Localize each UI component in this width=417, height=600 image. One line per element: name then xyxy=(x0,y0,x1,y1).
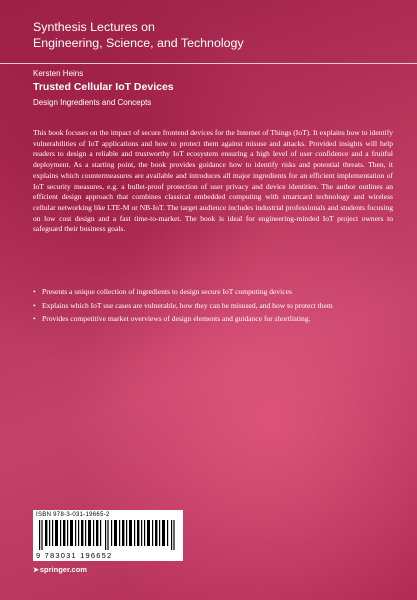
series-title xyxy=(33,19,333,51)
publisher-link[interactable] xyxy=(33,565,87,574)
feature-item: • Explains which IoT use cases are vulnerable, how they can be misused, and how to protect them xyxy=(33,301,393,312)
feature-item: • Provides competitive market overviews of design elements and guidance for shortlisting. xyxy=(33,314,393,325)
book-title: Trusted Cellular IoT Devices xyxy=(33,81,174,93)
isbn-barcode-box xyxy=(33,510,183,561)
arrow-icon: ➤ xyxy=(33,566,39,574)
publisher-url: springer.com xyxy=(39,565,87,574)
feature-item: • Presents a unique collection of ingredients to design secure IoT computing devices xyxy=(33,287,393,298)
series-title-line-2: Engineering, Science, and Technology xyxy=(33,36,244,50)
header-divider xyxy=(0,63,417,64)
book-subtitle: Design Ingredients and Concepts xyxy=(33,98,152,107)
series-title-line-1: Synthesis Lectures on xyxy=(33,20,155,34)
barcode-digits: 9 783031 196652 xyxy=(36,551,113,560)
book-description: This book focuses on the impact of secure frontend devices for the Internet of Things (IoT). It explains how to identify vulnerabilities of IoT applications and how to protect them against misuse and attacks. Provided insights will help readers to design a reliable and trustworthy IoT ecosystem ensuring a high level of user confidence and a fruitful deployment. As a starting point, the book provides guidance how to identify risks and potential threats. Then, it explains which countermeasures are available and introduces all major ingredients for an efficient implementation of IoT security measures, e.g. a bullet-proof protection of user privacy and device identities. The author outlines an efficient design approach that combines classical embedded computing with smartcard technology and wireless cellular networking like LTE-M or NB-IoT. The target audience includes industrial professionals and students focusing on low cost design and a fast time-to-market. The book is ideal for engineering-minded IoT project owners to safeguard their business goals. xyxy=(33,128,393,234)
barcode-icon xyxy=(37,520,179,550)
feature-list xyxy=(33,287,393,328)
isbn-label: ISBN 978-3-031-19665-2 xyxy=(36,512,110,518)
author-name: Kersten Heins xyxy=(33,69,84,78)
